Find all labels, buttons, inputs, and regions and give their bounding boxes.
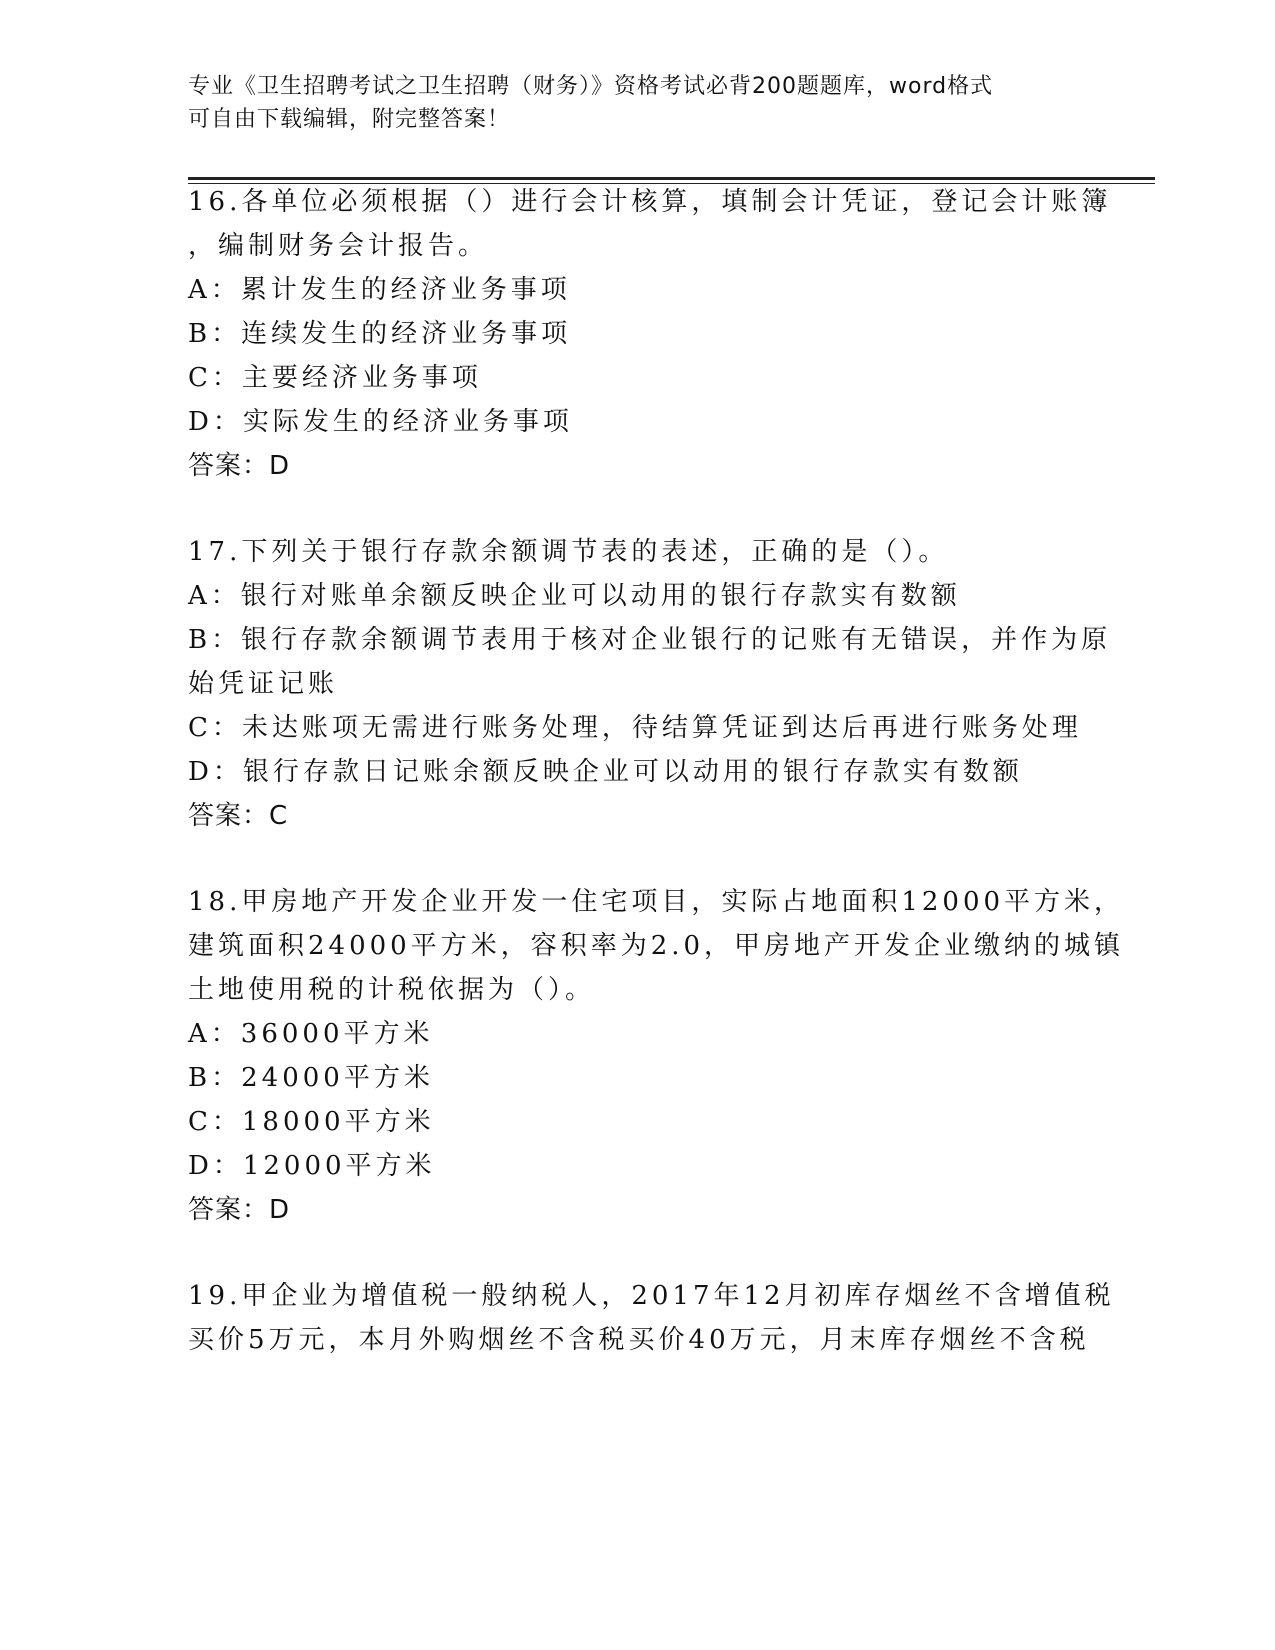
question-stem-line: 买价5万元，本月外购烟丝不含税买价40万元，月末库存烟丝不含税 xyxy=(188,1325,1090,1355)
question-stem-line: ，编制财务会计报告。 xyxy=(188,231,489,261)
answer-label: 答案：C xyxy=(188,801,289,831)
option-c: C：未达账项无需进行账务处理，待结算凭证到达后再进行账务处理 xyxy=(188,713,1082,743)
option-b-continued: 始凭证记账 xyxy=(188,669,339,699)
question-stem-line: 19.甲企业为增值税一般纳税人，2017年12月初库存烟丝不含增值税 xyxy=(188,1281,1115,1311)
header-line-1: 专业《卫生招聘考试之卫生招聘（财务）》资格考试必背200题题库，word格式 xyxy=(188,74,994,99)
question-stem-line: 18.甲房地产开发企业开发一住宅项目，实际占地面积12000平方米， xyxy=(188,887,1125,917)
option-d: D：银行存款日记账余额反映企业可以动用的银行存款实有数额 xyxy=(188,757,1023,787)
option-c: C：18000平方米 xyxy=(188,1107,435,1137)
page-header xyxy=(188,70,1088,136)
option-b: B：银行存款余额调节表用于核对企业银行的记账有无错误，并作为原 xyxy=(188,625,1112,655)
option-b: B：24000平方米 xyxy=(188,1063,434,1093)
question-stem-line: 16.各单位必须根据（）进行会计核算，填制会计凭证，登记会计账簿 xyxy=(188,187,1112,217)
header-rule-thin xyxy=(188,183,1155,184)
option-b: B：连续发生的经济业务事项 xyxy=(188,319,572,349)
answer-label: 答案：D xyxy=(188,451,291,481)
header-rule-thick xyxy=(188,177,1155,180)
question-stem-line: 建筑面积24000平方米，容积率为2.0，甲房地产开发企业缴纳的城镇 xyxy=(188,931,1125,961)
option-a: A：银行对账单余额反映企业可以动用的银行存款实有数额 xyxy=(188,581,961,611)
option-d: D：12000平方米 xyxy=(188,1151,436,1181)
question-stem-line: 17.下列关于银行存款余额调节表的表述，正确的是（）。 xyxy=(188,537,949,567)
option-c: C：主要经济业务事项 xyxy=(188,363,482,393)
answer-label: 答案：D xyxy=(188,1195,291,1225)
header-line-2: 可自由下载编辑，附完整答案！ xyxy=(188,107,511,132)
option-a: A：累计发生的经济业务事项 xyxy=(188,275,571,305)
option-a: A：36000平方米 xyxy=(188,1019,434,1049)
question-stem-line: 土地使用税的计税依据为（）。 xyxy=(188,975,596,1005)
option-d: D：实际发生的经济业务事项 xyxy=(188,407,573,437)
